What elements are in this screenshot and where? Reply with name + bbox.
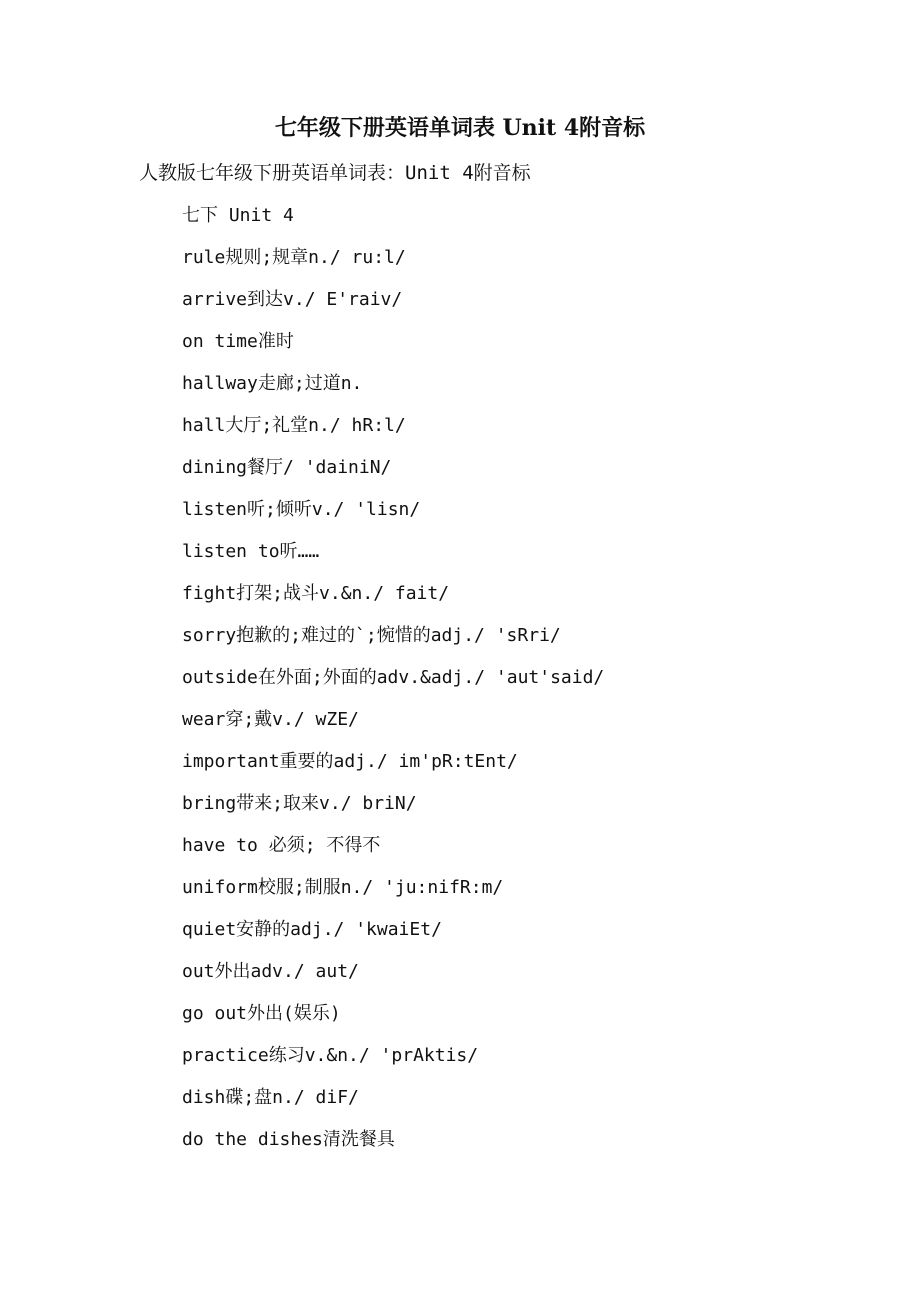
vocabulary-entry: rule规则;规章n./ ru:l/ — [182, 247, 406, 268]
vocabulary-entry: sorry抱歉的;难过的`;惋惜的adj./ 'sRri/ — [182, 625, 561, 646]
document-title: 七年级下册英语单词表 Unit 4附音标 — [274, 115, 646, 141]
vocabulary-entry: do the dishes清洗餐具 — [182, 1129, 395, 1150]
vocabulary-entry: practice练习v.&n./ 'prAktis/ — [182, 1045, 479, 1066]
vocabulary-entry: dish碟;盘n./ diF/ — [182, 1087, 359, 1108]
vocabulary-entry: hallway走廊;过道n. — [182, 373, 363, 394]
vocabulary-entry: outside在外面;外面的adv.&adj./ 'aut'said/ — [182, 667, 605, 688]
vocabulary-entry: quiet安静的adj./ 'kwaiEt/ — [182, 919, 442, 940]
vocabulary-entry: listen to听…… — [182, 541, 320, 562]
vocabulary-entry: listen听;倾听v./ 'lisn/ — [182, 499, 421, 520]
vocabulary-entry: on time准时 — [182, 331, 294, 352]
vocabulary-entry: have to 必须; 不得不 — [182, 835, 381, 856]
vocabulary-entry: uniform校服;制服n./ 'ju:nifR:m/ — [182, 877, 504, 898]
vocabulary-entry: hall大厅;礼堂n./ hR:l/ — [182, 415, 406, 436]
vocabulary-entry: wear穿;戴v./ wZE/ — [182, 709, 359, 730]
vocabulary-entry: dining餐厅/ 'dainiN/ — [182, 457, 392, 478]
vocabulary-entry: arrive到达v./ E'raiv/ — [182, 289, 403, 310]
vocabulary-entry: out外出adv./ aut/ — [182, 961, 359, 982]
vocabulary-entry: bring带来;取来v./ briN/ — [182, 793, 417, 814]
vocabulary-entry: fight打架;战斗v.&n./ fait/ — [182, 583, 450, 604]
vocabulary-entry: 七下 Unit 4 — [182, 205, 294, 226]
vocabulary-entry: important重要的adj./ im'pR:tEnt/ — [182, 751, 518, 772]
document-subtitle: 人教版七年级下册英语单词表：Unit 4附音标 — [139, 162, 531, 184]
vocabulary-entry: go out外出(娱乐) — [182, 1003, 341, 1024]
vocabulary-list — [182, 201, 604, 1167]
